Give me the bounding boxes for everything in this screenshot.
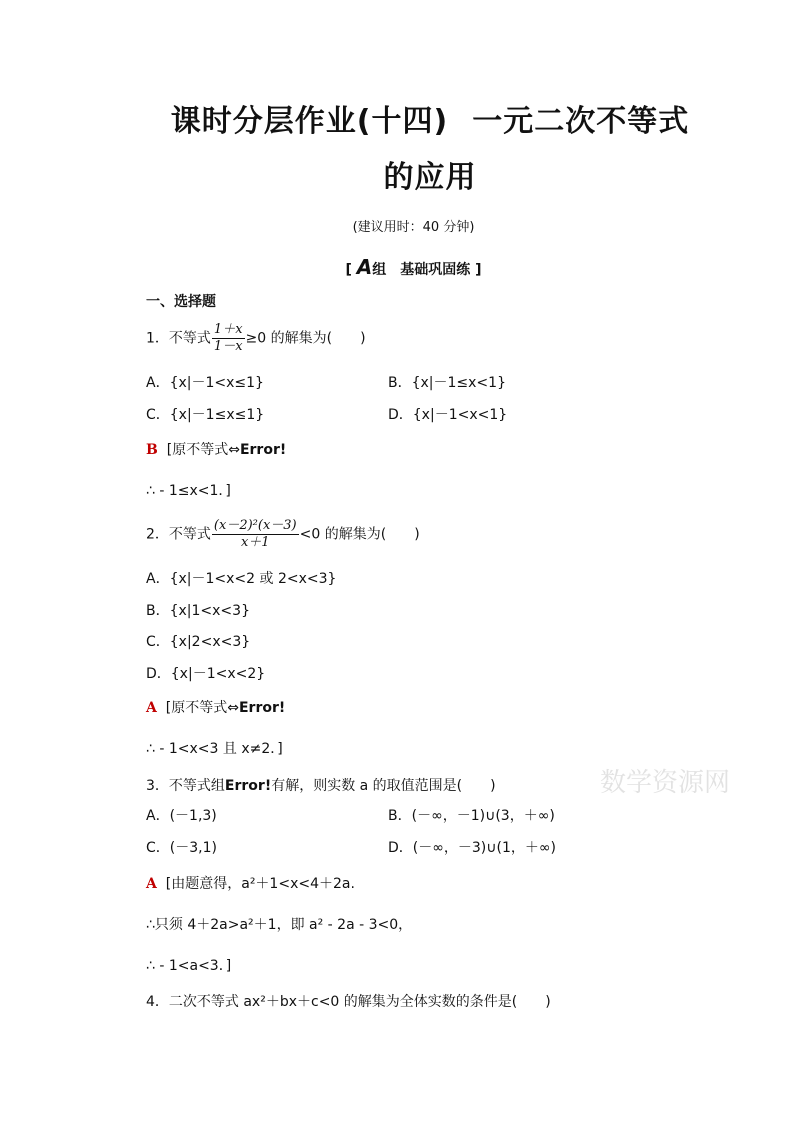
q3-error: Error! bbox=[224, 778, 272, 794]
q2-sol-text: [原不等式⇔ bbox=[165, 700, 239, 716]
q2-fraction bbox=[212, 518, 299, 551]
question-3-stem bbox=[146, 775, 496, 795]
q1-sol-text: [原不等式⇔ bbox=[166, 442, 240, 458]
q2-solution-line2: ∴ - 1<x<3 且 x≠2．] bbox=[146, 741, 283, 757]
group-heading bbox=[0, 255, 794, 279]
q3-sol-text: [由题意得，a²＋1<x<4＋2a. bbox=[165, 876, 355, 892]
question-1-stem bbox=[146, 322, 366, 355]
q1-option-a: A．{x|－1<x≤1} bbox=[146, 375, 264, 391]
q1-frac-num: 1＋x bbox=[213, 322, 243, 337]
q2-option-a: A．{x|－1<x<2 或 2<x<3} bbox=[146, 571, 337, 587]
q3-suffix: 有解，则实数 a 的取值范围是( ) bbox=[271, 778, 496, 794]
title-part2: 一元二次不等式 bbox=[472, 104, 690, 139]
q1-option-d: D．{x|－1<x<1} bbox=[388, 407, 508, 423]
q3-option-b: B．(－∞，－1)∪(3，＋∞) bbox=[388, 808, 555, 824]
question-2-stem bbox=[146, 518, 420, 551]
section-heading: 一、选择题 bbox=[146, 294, 216, 310]
q2-solution-line1 bbox=[146, 697, 285, 717]
q2-option-b: B．{x|1<x<3} bbox=[146, 603, 250, 619]
q1-option-b: B．{x|－1≤x<1} bbox=[388, 375, 506, 391]
q2-option-d: D．{x|－1<x<2} bbox=[146, 666, 266, 682]
q1-option-c: C．{x|－1≤x≤1} bbox=[146, 407, 265, 423]
q3-solution-line1 bbox=[146, 873, 355, 893]
q2-suffix: <0 的解集为( ) bbox=[299, 526, 420, 543]
group-letter: A bbox=[356, 255, 373, 279]
q2-error: Error! bbox=[238, 700, 286, 716]
group-bracket-close: ] bbox=[475, 262, 482, 278]
q3-option-c: C．(－3,1) bbox=[146, 840, 217, 856]
q3-prefix: 3．不等式组 bbox=[146, 778, 225, 794]
q1-suffix: ≥0 的解集为( ) bbox=[245, 330, 366, 347]
q3-option-d: D．(－∞，－3)∪(1，＋∞) bbox=[388, 840, 557, 856]
time-hint: (建议用时：40 分钟) bbox=[352, 220, 475, 235]
q3-solution-line3: ∴ - 1<a<3．] bbox=[146, 958, 232, 974]
q1-fraction bbox=[212, 322, 245, 355]
q3-solution-line2: ∴只须 4＋2a>a²＋1，即 a² - 2a - 3<0， bbox=[146, 917, 413, 933]
q1-solution-line1 bbox=[146, 439, 286, 459]
page-title-line1 bbox=[150, 96, 710, 140]
q2-frac-den: x＋1 bbox=[240, 535, 270, 550]
q1-answer: B bbox=[146, 442, 158, 458]
q1-solution-line2: ∴ - 1≤x<1．] bbox=[146, 483, 231, 499]
group-bracket-open: [ bbox=[345, 262, 352, 278]
q2-frac-num: (x－2)²(x－3) bbox=[213, 518, 297, 533]
group-name: 组 基础巩固练 bbox=[372, 262, 471, 278]
q1-prefix: 1．不等式 bbox=[146, 330, 211, 347]
q2-answer: A bbox=[146, 700, 157, 716]
page-title-line2: 的应用 bbox=[383, 160, 477, 195]
watermark: 数学资源网 bbox=[600, 768, 731, 798]
q3-answer: A bbox=[146, 876, 157, 892]
q1-frac-den: 1－x bbox=[213, 339, 243, 354]
q3-option-a: A．(－1,3) bbox=[146, 808, 217, 824]
q2-prefix: 2．不等式 bbox=[146, 526, 211, 543]
question-4-stem: 4．二次不等式 ax²＋bx＋c<0 的解集为全体实数的条件是( ) bbox=[146, 994, 551, 1010]
title-part1: 课时分层作业(十四) bbox=[170, 104, 449, 139]
q2-option-c: C．{x|2<x<3} bbox=[146, 634, 251, 650]
q1-error: Error! bbox=[239, 442, 287, 458]
